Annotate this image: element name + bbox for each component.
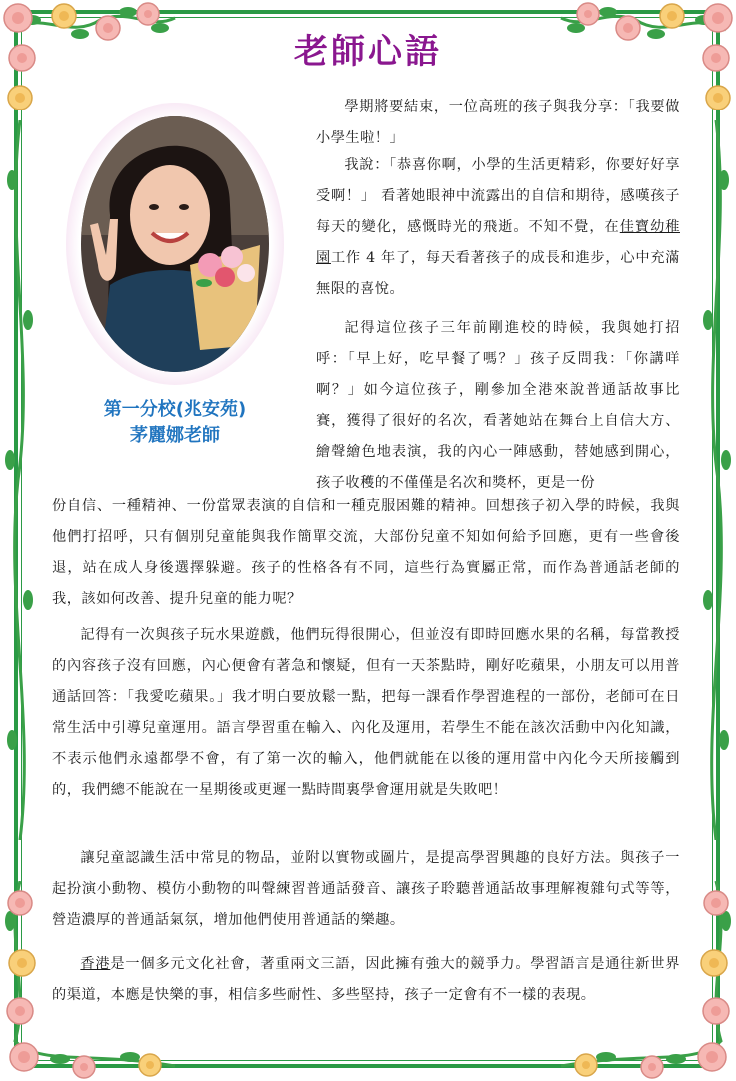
paragraph-3-text-b: 份自信、一種精神、一份當眾表演的自信和一種克服困難的精神。回想孩子初入學的時候，我與他們打招呼，只有個別兒童能與我作簡單交流，大部份兒童不知如何給予回應，更有一些會後退，站在成人身後選擇躲避。孩子的性格各有不同，這些行為實屬正常，而作為普通話老師的我，該如何改善、提升兒童的能力呢？ (52, 498, 680, 607)
hong-kong-link: 香港 (80, 956, 111, 972)
page-title: 老師心語 (294, 32, 442, 72)
paragraph-1 (316, 92, 680, 154)
paragraph-6-text: 是一個多元文化社會，著重兩文三語，因此擁有強大的競爭力。學習語言是通往新世界的渠道，本應是快樂的事，相信多些耐性、多些堅持，孩子一定會有不一樣的表現。 (52, 956, 680, 1003)
paragraph-2-text-a: 我說：「恭喜你啊，小學的生活更精彩，你要好好享受啊！」 看著她眼神中流露出的自信和期待，感嘆孩子每天的變化，感慨時光的飛逝。不知不覺，在 (316, 157, 680, 235)
paragraph-4-text: 記得有一次與孩子玩水果遊戲，他們玩得很開心，但並沒有即時回應水果的名稱，每當教授的內容孩子沒有回應，內心便會有著急和懷疑，但有一天茶點時，剛好吃蘋果，小朋友可以用普通話回答：「我愛吃蘋果。」我才明白要放鬆一點，把每一課看作學習進程的一部份，老師可在日常生活中引導兒童運用。語言學習重在輸入、內化及運用，若學生不能在該次活動中內化知識，不表示他們永遠都學不會，有了第一次的輸入，他們就能在以後的運用當中內化今天所接觸到的，我們總不能說在一星期後或更遲一點時間裏學會運用就是失敗吧！ (52, 627, 680, 798)
paragraph-3-text-a: 記得這位孩子三年前剛進校的時候，我與她打招呼：「早上好，吃早餐了嗎？」孩子反問我：「你講咩啊？」如今這位孩子，剛參加全港來說普通話故事比賽，獲得了很好的名次，看著她站在舞台上自信大方、繪聲繪色地表演，我的內心一陣感動，替她感到開心，孩子收穫的不僅僅是名次和獎杯，更是一份 (316, 320, 680, 491)
paragraph-3-bottom (52, 491, 680, 615)
paragraph-4 (52, 620, 680, 806)
school-name-link: 佳寶幼稚園 (316, 219, 680, 266)
paragraph-1-text: 學期將要結束，一位高班的孩子與我分享：「我要做小學生啦！」 (316, 99, 680, 146)
paragraph-5-text: 讓兒童認識生活中常見的物品，並附以實物或圖片，是提高學習興趣的良好方法。與孩子一起扮演小動物、模仿小動物的叫聲練習普通話發音、讓孩子聆聽普通話故事理解複雜句式等等，營造濃厚的普通話氣氛，增加他們使用普通話的樂趣。 (52, 850, 680, 928)
teacher-caption (58, 397, 292, 449)
paragraph-2 (316, 150, 680, 305)
teacher-portrait-icon (80, 115, 270, 373)
teacher-photo (66, 103, 284, 385)
paragraph-6 (52, 949, 680, 1011)
paragraph-5 (52, 843, 680, 936)
school-name: 第一分校(兆安苑) (103, 399, 247, 420)
paragraph-2-text-b: 工作 4 年了，每天看著孩子的成長和進步，心中充滿無限的喜悅。 (316, 250, 680, 297)
paragraph-3-top (316, 313, 680, 499)
teacher-name: 茅麗娜老師 (130, 425, 220, 446)
